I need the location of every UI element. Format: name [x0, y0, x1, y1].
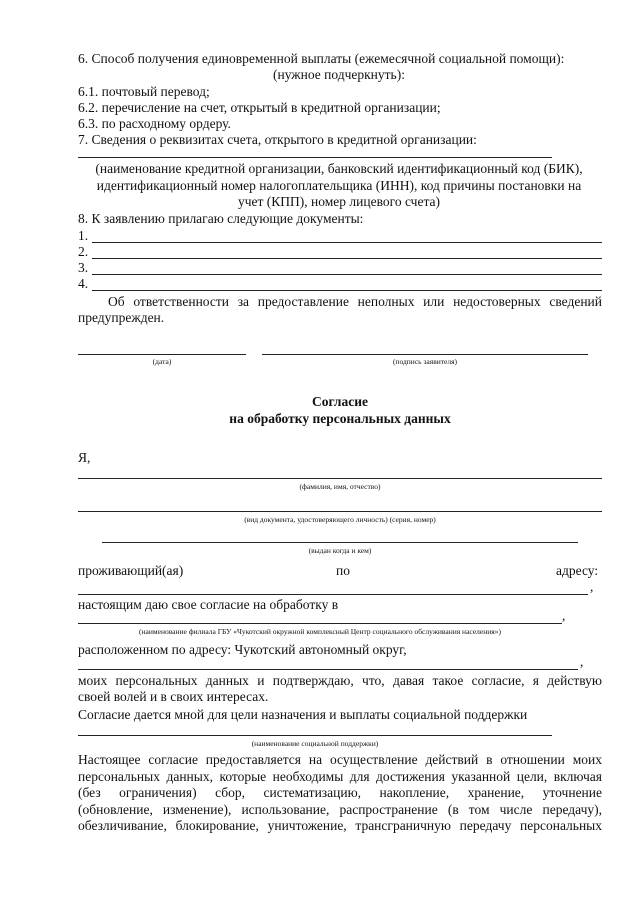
branch-field[interactable]	[78, 623, 562, 624]
my-data-paragraph	[78, 673, 602, 704]
document-caption: (вид документа, удостоверяющего личность) (серия, номер)	[244, 515, 436, 524]
doc-item-field[interactable]	[92, 290, 602, 291]
para-line: персональных данных, которые необходимы для достижения указанной цели, включая	[78, 768, 602, 784]
address-field[interactable]	[78, 594, 588, 595]
purpose-line: Согласие дается мной для цели назначения и выплаты социальной поддержки	[78, 707, 528, 722]
location-field[interactable]	[78, 669, 578, 670]
bank-caption-2: идентификационный номер налогоплательщика (ИНН), код причины постановки на	[96, 178, 582, 193]
fio-field[interactable]	[78, 478, 602, 479]
address-comma: ,	[590, 579, 594, 594]
option-postal: 6.1. почтовый перевод;	[78, 84, 210, 99]
para-line: (обновление, изменение), использование, распространение (в том числе передачу),	[78, 801, 602, 817]
consent-subtitle: на обработку персональных данных	[229, 411, 451, 426]
bank-details-field[interactable]	[78, 157, 552, 158]
option-account: 6.2. перечисление на счет, открытый в кредитной организации;	[78, 100, 441, 115]
doc-item-field[interactable]	[92, 258, 602, 259]
section8-heading: 8. К заявлению прилагаю следующие документы:	[78, 211, 364, 226]
issued-caption: (выдан когда и кем)	[308, 546, 372, 555]
signature-field[interactable]	[262, 354, 588, 355]
doc-item-number: 2.	[78, 244, 89, 259]
branch-caption: (наименование филиала ГБУ «Чукотский окружной комплексный Центр социального обслуживания населения»)	[139, 627, 501, 636]
support-field[interactable]	[78, 735, 552, 736]
date-field[interactable]	[78, 354, 246, 355]
support-caption: (наименование социальной поддержки)	[251, 739, 379, 748]
signature-caption: (подпись заявителя)	[392, 357, 458, 366]
issued-field[interactable]	[102, 542, 578, 543]
responsibility-paragraph	[78, 294, 602, 325]
document-field[interactable]	[78, 511, 602, 512]
living-word-2: по	[336, 563, 350, 578]
bank-caption-3: учет (КПП), номер лицевого счета)	[237, 194, 441, 209]
fio-caption: (фамилия, имя, отчество)	[299, 482, 381, 491]
living-word-3: адресу:	[556, 563, 599, 578]
consent-line: настоящим даю свое согласие на обработку в	[78, 597, 339, 612]
date-caption: (дата)	[152, 357, 172, 366]
doc-item-number: 4.	[78, 276, 89, 291]
branch-comma: ,	[562, 608, 566, 623]
consent-paragraph	[78, 752, 602, 835]
my-data-line-1: моих персональных данных и подтверждаю, что, давая такое согласие, я действую	[78, 673, 602, 688]
doc-item-number: 1.	[78, 228, 89, 243]
doc-item-field[interactable]	[92, 242, 602, 243]
my-data-line-2: своей волей и в своих интересах.	[78, 688, 269, 704]
section6-heading: 6. Способ получения единовременной выплаты (ежемесячной социальной помощи):	[78, 51, 565, 66]
location-comma: ,	[580, 654, 584, 669]
para-line: (без ограничения) сбор, систематизацию, накопление, хранение, уточнение	[78, 785, 602, 801]
doc-item-field[interactable]	[92, 274, 602, 275]
section7-heading: 7. Сведения о реквизитах счета, открытого в кредитной организации:	[78, 132, 477, 147]
located-line: расположенном по адресу: Чукотский автономный округ,	[78, 642, 407, 657]
responsibility-line-2: предупрежден.	[78, 309, 165, 325]
para-line: обезличивание, блокирование, уничтожение, трансграничную передачу персональных	[78, 818, 602, 834]
consent-title: Согласие	[311, 394, 369, 409]
doc-item-number: 3.	[78, 260, 89, 275]
ya-label: Я,	[78, 450, 91, 465]
responsibility-line-1: Об ответственности за предоставление неполных или недостоверных сведений	[108, 294, 602, 309]
bank-caption-1: (наименование кредитной организации, банковский идентификационный код (БИК),	[95, 161, 583, 176]
living-word-1: проживающий(ая)	[78, 563, 184, 578]
option-cash-order: 6.3. по расходному ордеру.	[78, 116, 231, 131]
para-line: Настоящее согласие предоставляется на осуществление действий в отношении моих	[78, 752, 602, 767]
section6-note: (нужное подчеркнуть):	[273, 67, 405, 82]
